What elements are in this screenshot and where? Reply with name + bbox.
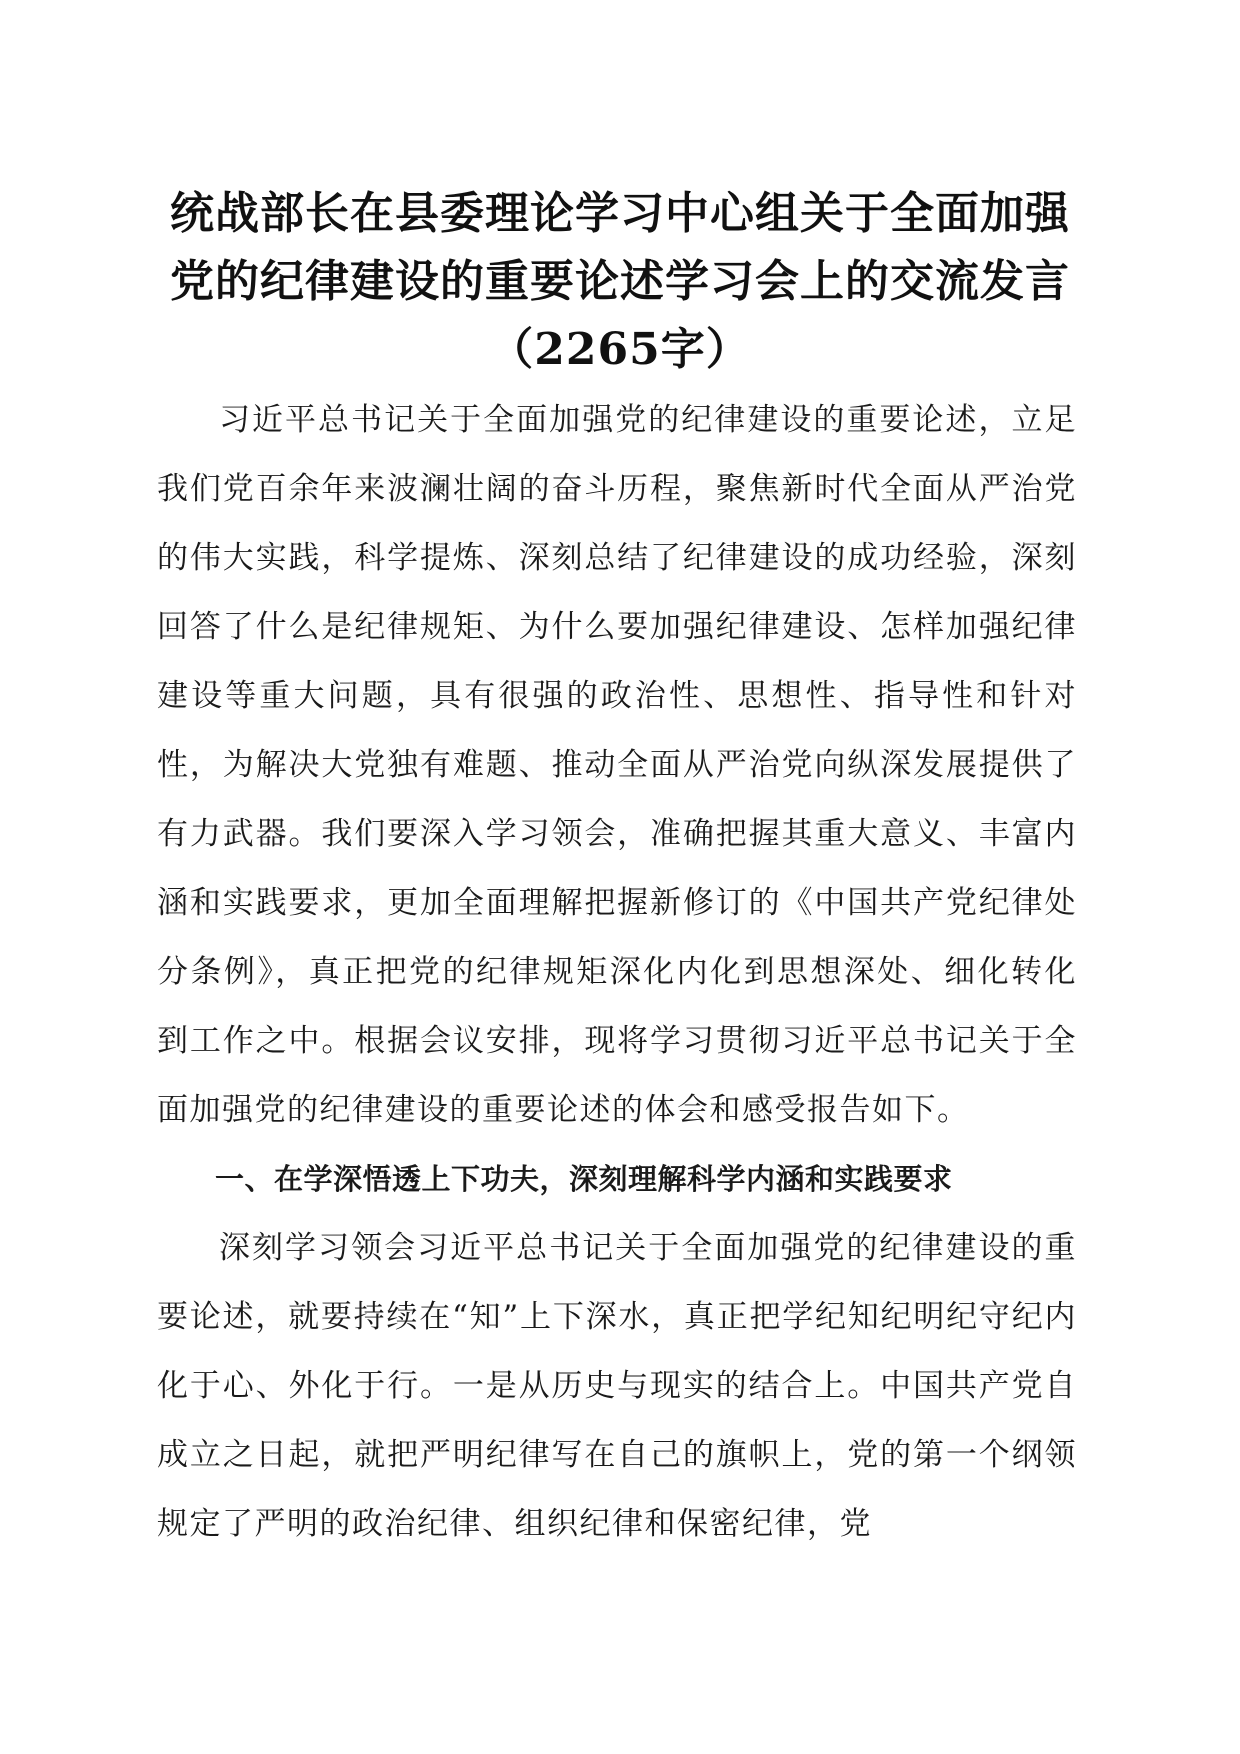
document-title [155,180,1085,384]
document-body [157,386,1077,1559]
title-line-2: 党的纪律建设的重要论述学习会上的交流发言 [170,256,1070,307]
title-word-count: （2265字） [489,324,751,375]
title-line-1: 统战部长在县委理论学习中心组关于全面加强 [170,188,1070,239]
intro-paragraph: 习近平总书记关于全面加强党的纪律建设的重要论述，立足我们党百余年来波澜壮阔的奋斗历程，聚焦新时代全面从严治党的伟大实践，科学提炼、深刻总结了纪律建设的成功经验，深刻回答了什么是纪律规矩、为什么要加强纪律建设、怎样加强纪律建设等重大问题，具有很强的政治性、思想性、指导性和针对性，为解决大党独有难题、推动全面从严治党向纵深发展提供了有力武器。我们要深入学习领会，准确把握其重大意义、丰富内涵和实践要求，更加全面理解把握新修订的《中国共产党纪律处分条例》，真正把党的纪律规矩深化内化到思想深处、细化转化到工作之中。根据会议安排，现将学习贯彻习近平总书记关于全面加强党的纪律建设的重要论述的体会和感受报告如下。 [157,402,1077,1128]
section-1-paragraph: 深刻学习领会习近平总书记关于全面加强党的纪律建设的重要论述，就要持续在“知”上下深水，真正把学纪知纪明纪守纪内化于心、外化于行。一是从历史与现实的结合上。中国共产党自成立之日起，就把严明纪律写在自己的旗帜上，党的第一个纲领规定了严明的政治纪律、组织纪律和保密纪律，党 [157,1230,1077,1542]
section-heading-1: 一、在学深悟透上下功夫，深刻理解科学内涵和实践要求 [215,1162,953,1196]
